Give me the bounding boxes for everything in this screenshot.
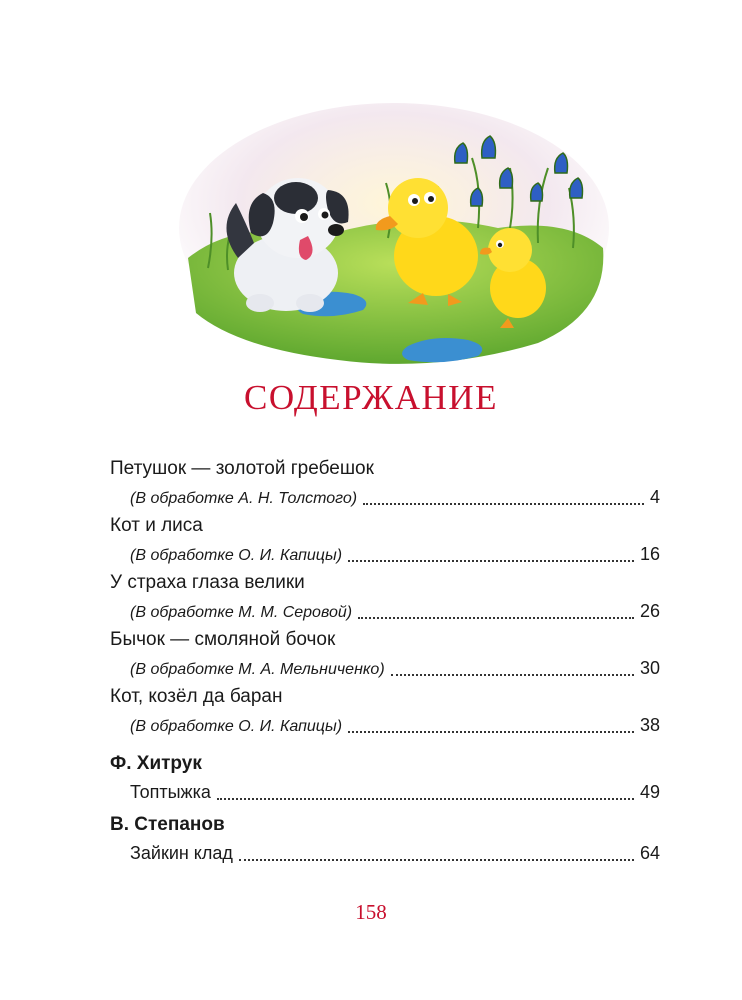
dot-leader: [391, 674, 634, 676]
toc-page-number: 26: [639, 601, 660, 621]
table-of-contents: [110, 455, 660, 868]
toc-entry-line[interactable]: [110, 777, 660, 807]
dot-leader: [363, 503, 644, 505]
toc-page-number: 30: [639, 658, 660, 678]
toc-entry-subtitle: (В обработке О. И. Капицы): [130, 547, 343, 564]
dot-leader: [348, 560, 634, 562]
page-title: СОДЕРЖАНИЕ: [244, 378, 498, 417]
toc-entry-line[interactable]: [110, 653, 660, 683]
toc-page-number: 4: [649, 487, 660, 507]
toc-work-title: Топтыжка: [130, 782, 211, 802]
toc-entry-line[interactable]: [110, 710, 660, 740]
dot-leader: [358, 617, 634, 619]
toc-entry-subtitle: (В обработке О. И. Капицы): [130, 718, 343, 735]
toc-entry-line[interactable]: [110, 596, 660, 626]
dot-leader: [239, 859, 634, 861]
dot-leader: [217, 798, 634, 800]
toc-entry-line[interactable]: [110, 838, 660, 868]
toc-work-title: Зайкин клад: [130, 843, 233, 863]
toc-author-name: Ф. Хитрук: [110, 753, 202, 774]
toc-entry-line[interactable]: [110, 539, 660, 569]
toc-entry-subtitle: (В обработке М. А. Мельниченко): [130, 661, 385, 678]
toc-author-name: В. Степанов: [110, 814, 225, 835]
toc-page-number: 38: [639, 715, 660, 735]
toc-entry-line[interactable]: [110, 482, 660, 512]
toc-page-number: 49: [639, 782, 660, 802]
toc-entry-subtitle: (В обработке М. М. Серовой): [130, 604, 353, 621]
toc-entry-title: Кот, козёл да баран: [110, 686, 283, 707]
toc-entry-title: У страха глаза велики: [110, 572, 305, 593]
dot-leader: [348, 731, 634, 733]
toc-page-number: 16: [639, 544, 660, 564]
toc-entry-title: Бычок — смоляной бочок: [110, 629, 336, 650]
toc-entry-title: Кот и лиса: [110, 515, 203, 536]
toc-entry-title: Петушок — золотой гребешок: [110, 458, 374, 479]
toc-entry-subtitle: (В обработке А. Н. Толстого): [130, 490, 358, 507]
toc-page-number: 64: [639, 843, 660, 863]
page-number: 158: [355, 900, 387, 924]
cover-illustration: [178, 98, 610, 370]
